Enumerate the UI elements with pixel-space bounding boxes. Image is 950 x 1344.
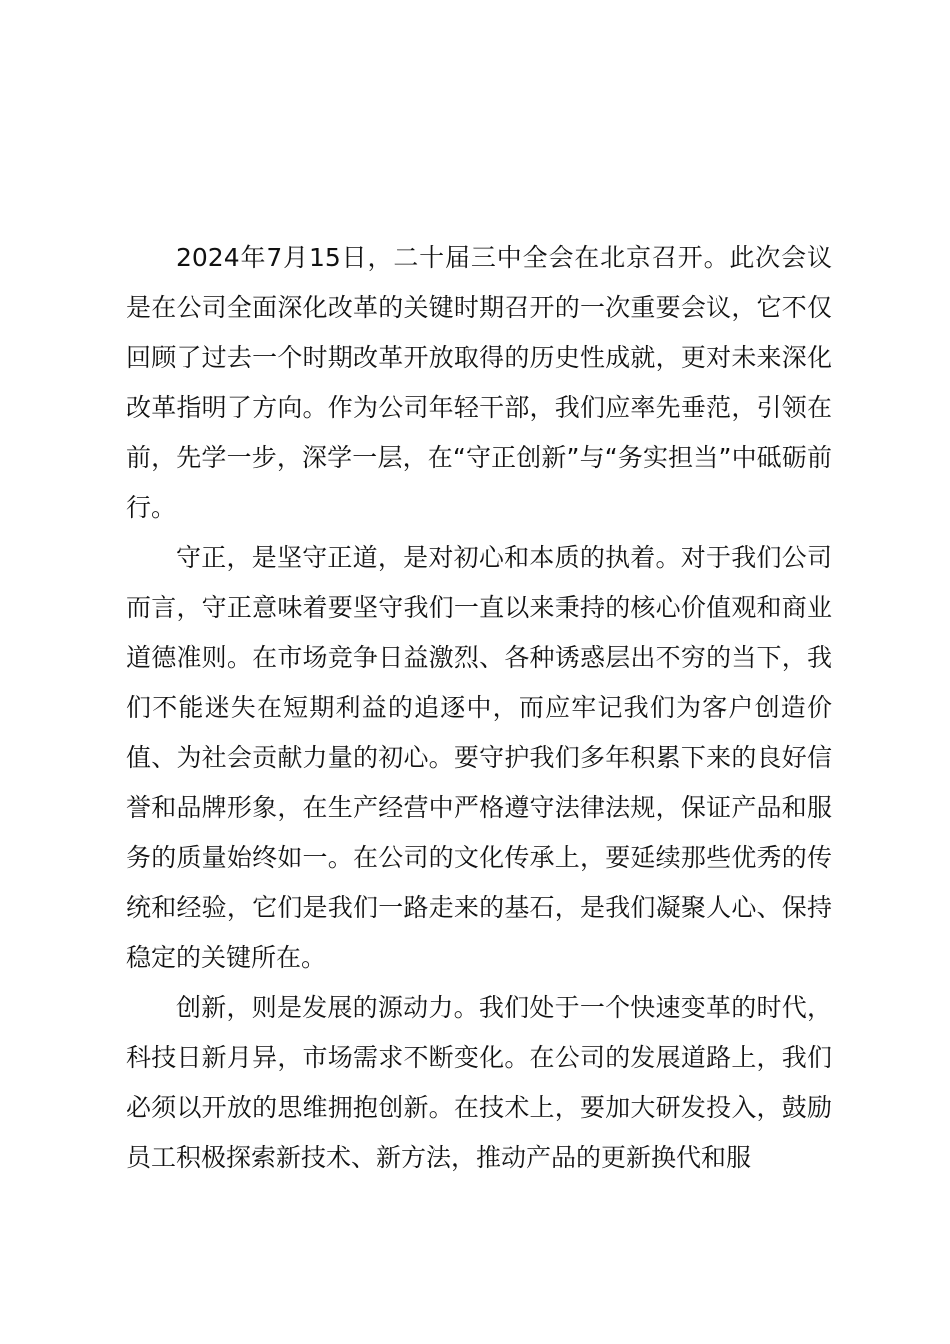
paragraph-2: 守正，是坚守正道，是对初心和本质的执着。对于我们公司而言，守正意味着要坚守我们一直以来秉持的核心价值观和商业道德准则。在市场竞争日益激烈、各种诱惑层出不穷的当下，我们不能迷失在短期利益的追逐中，而应牢记我们为客户创造价值、为社会贡献力量的初心。要守护我们多年积累下来的良好信誉和品牌形象，在生产经营中严格遵守法律法规，保证产品和服务的质量始终如一。在公司的文化传承上，要延续那些优秀的传统和经验，它们是我们一路走来的基石，是我们凝聚人心、保持稳定的关键所在。 (126, 543, 832, 972)
paragraph-3: 创新，则是发展的源动力。我们处于一个快速变革的时代，科技日新月异，市场需求不断变化。在公司的发展道路上，我们必须以开放的思维拥抱创新。在技术上，要加大研发投入，鼓励员工积极探索新技术、新方法，推动产品的更新换代和服 (126, 993, 832, 1172)
paragraph-1: 2024年7月15日，二十届三中全会在北京召开。此次会议是在公司全面深化改革的关键时期召开的一次重要会议，它不仅回顾了过去一个时期改革开放取得的历史性成就，更对未来深化改革指明了方向。作为公司年轻干部，我们应率先垂范，引领在前，先学一步，深学一层，在“守正创新”与“务实担当”中砥砺前行。 (126, 243, 832, 522)
document-body (126, 233, 832, 1183)
